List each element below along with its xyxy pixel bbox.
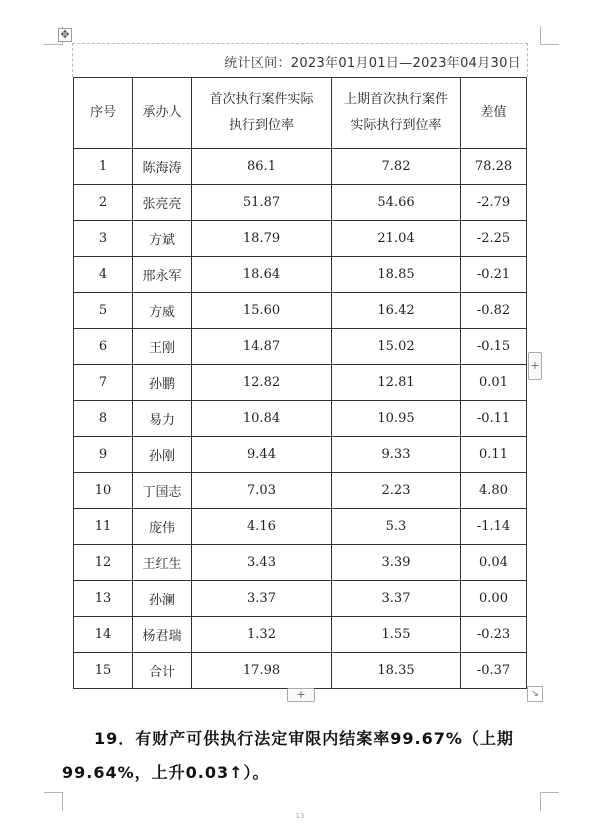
add-row-button[interactable]: + [287, 688, 315, 702]
cell-current: 18.79 [192, 221, 332, 257]
margin-corner-bottom-right [540, 792, 559, 811]
cell-previous: 18.85 [332, 257, 461, 293]
cell-diff: -2.25 [461, 221, 527, 257]
cell-current: 9.44 [192, 437, 332, 473]
cell-diff: -2.79 [461, 185, 527, 221]
cell-current: 86.1 [192, 149, 332, 185]
cell-current: 3.37 [192, 581, 332, 617]
cell-diff: -0.21 [461, 257, 527, 293]
cell-name: 王刚 [133, 329, 192, 365]
cell-name: 孙刚 [133, 437, 192, 473]
cell-seq: 3 [74, 221, 133, 257]
cell-diff: -0.11 [461, 401, 527, 437]
cell-seq: 10 [74, 473, 133, 509]
header-current-rate-line2: 执行到位率 [228, 118, 294, 133]
table-row [74, 329, 527, 365]
table-row [74, 437, 527, 473]
table-row [74, 257, 527, 293]
table-header-cell[interactable] [72, 43, 528, 77]
cell-previous: 12.81 [332, 365, 461, 401]
cell-name: 邢永军 [133, 257, 192, 293]
cell-previous: 54.66 [332, 185, 461, 221]
table-row [74, 581, 527, 617]
cell-seq: 8 [74, 401, 133, 437]
table-resize-handle-icon[interactable]: ↘ [527, 686, 543, 702]
cell-current: 14.87 [192, 329, 332, 365]
table-row [74, 617, 527, 653]
cell-diff: -0.82 [461, 293, 527, 329]
table-row [74, 221, 527, 257]
cell-current: 7.03 [192, 473, 332, 509]
cell-previous: 1.55 [332, 617, 461, 653]
cell-name: 方斌 [133, 221, 192, 257]
cell-previous: 15.02 [332, 329, 461, 365]
table-row [74, 365, 527, 401]
cell-previous: 5.3 [332, 509, 461, 545]
margin-corner-bottom-left [44, 792, 63, 811]
cell-previous: 2.23 [332, 473, 461, 509]
cell-seq: 12 [74, 545, 133, 581]
cell-diff: -0.37 [461, 653, 527, 689]
cell-diff: -1.14 [461, 509, 527, 545]
header-handler: 承办人 [133, 78, 192, 149]
cell-previous: 3.37 [332, 581, 461, 617]
cell-name: 孙澜 [133, 581, 192, 617]
cell-name: 丁国志 [133, 473, 192, 509]
cell-current: 51.87 [192, 185, 332, 221]
cell-current: 3.43 [192, 545, 332, 581]
cell-seq: 13 [74, 581, 133, 617]
header-current-rate [192, 78, 332, 149]
header-previous-rate-line1: 上期首次执行案件 [343, 92, 448, 107]
cell-current: 4.16 [192, 509, 332, 545]
cell-diff: 4.80 [461, 473, 527, 509]
statistics-period: 统计区间：2023年01月01日—2023年04月30日 [224, 56, 521, 71]
header-previous-rate-line2: 实际执行到位率 [350, 118, 442, 133]
header-diff: 差值 [461, 78, 527, 149]
header-current-rate-line1: 首次执行案件实际 [209, 92, 314, 107]
cell-current: 10.84 [192, 401, 332, 437]
margin-corner-top-right [540, 26, 559, 45]
cell-diff: 0.00 [461, 581, 527, 617]
cell-seq: 2 [74, 185, 133, 221]
table-row [74, 545, 527, 581]
table-row [74, 185, 527, 221]
table-row [74, 293, 527, 329]
cell-seq: 11 [74, 509, 133, 545]
cell-current: 12.82 [192, 365, 332, 401]
performance-table[interactable] [73, 77, 527, 689]
table-header-row [74, 78, 527, 149]
cell-diff: -0.23 [461, 617, 527, 653]
cell-name: 合计 [133, 653, 192, 689]
cell-name: 庞伟 [133, 509, 192, 545]
cell-seq: 14 [74, 617, 133, 653]
table-move-handle-icon[interactable]: ✥ [58, 28, 72, 42]
cell-previous: 21.04 [332, 221, 461, 257]
cell-seq: 7 [74, 365, 133, 401]
cell-diff: 0.01 [461, 365, 527, 401]
cell-name: 张亮亮 [133, 185, 192, 221]
cell-previous: 18.35 [332, 653, 461, 689]
add-column-button[interactable]: + [528, 352, 542, 380]
cell-current: 15.60 [192, 293, 332, 329]
table-row-total [74, 653, 527, 689]
table-row [74, 149, 527, 185]
cell-current: 18.64 [192, 257, 332, 293]
cell-name: 陈海涛 [133, 149, 192, 185]
page-number: 13 [295, 812, 305, 820]
header-previous-rate [332, 78, 461, 149]
body-paragraph[interactable]: 19．有财产可供执行法定审限内结案率99.67%（上期99.64%，上升0.03↑）。 [62, 729, 514, 782]
cell-seq: 6 [74, 329, 133, 365]
cell-diff: 78.28 [461, 149, 527, 185]
table-row [74, 401, 527, 437]
cell-previous: 16.42 [332, 293, 461, 329]
cell-diff: 0.04 [461, 545, 527, 581]
cell-current: 17.98 [192, 653, 332, 689]
cell-seq: 1 [74, 149, 133, 185]
cell-previous: 10.95 [332, 401, 461, 437]
cell-current: 1.32 [192, 617, 332, 653]
header-seq: 序号 [74, 78, 133, 149]
cell-name: 方威 [133, 293, 192, 329]
cell-seq: 15 [74, 653, 133, 689]
cell-name: 王红生 [133, 545, 192, 581]
table-row [74, 473, 527, 509]
cell-name: 孙鹏 [133, 365, 192, 401]
cell-previous: 9.33 [332, 437, 461, 473]
cell-seq: 4 [74, 257, 133, 293]
cell-diff: 0.11 [461, 437, 527, 473]
cell-name: 杨君瑞 [133, 617, 192, 653]
cell-seq: 5 [74, 293, 133, 329]
cell-previous: 7.82 [332, 149, 461, 185]
cell-previous: 3.39 [332, 545, 461, 581]
cell-name: 易力 [133, 401, 192, 437]
cell-seq: 9 [74, 437, 133, 473]
cell-diff: -0.15 [461, 329, 527, 365]
table-row [74, 509, 527, 545]
